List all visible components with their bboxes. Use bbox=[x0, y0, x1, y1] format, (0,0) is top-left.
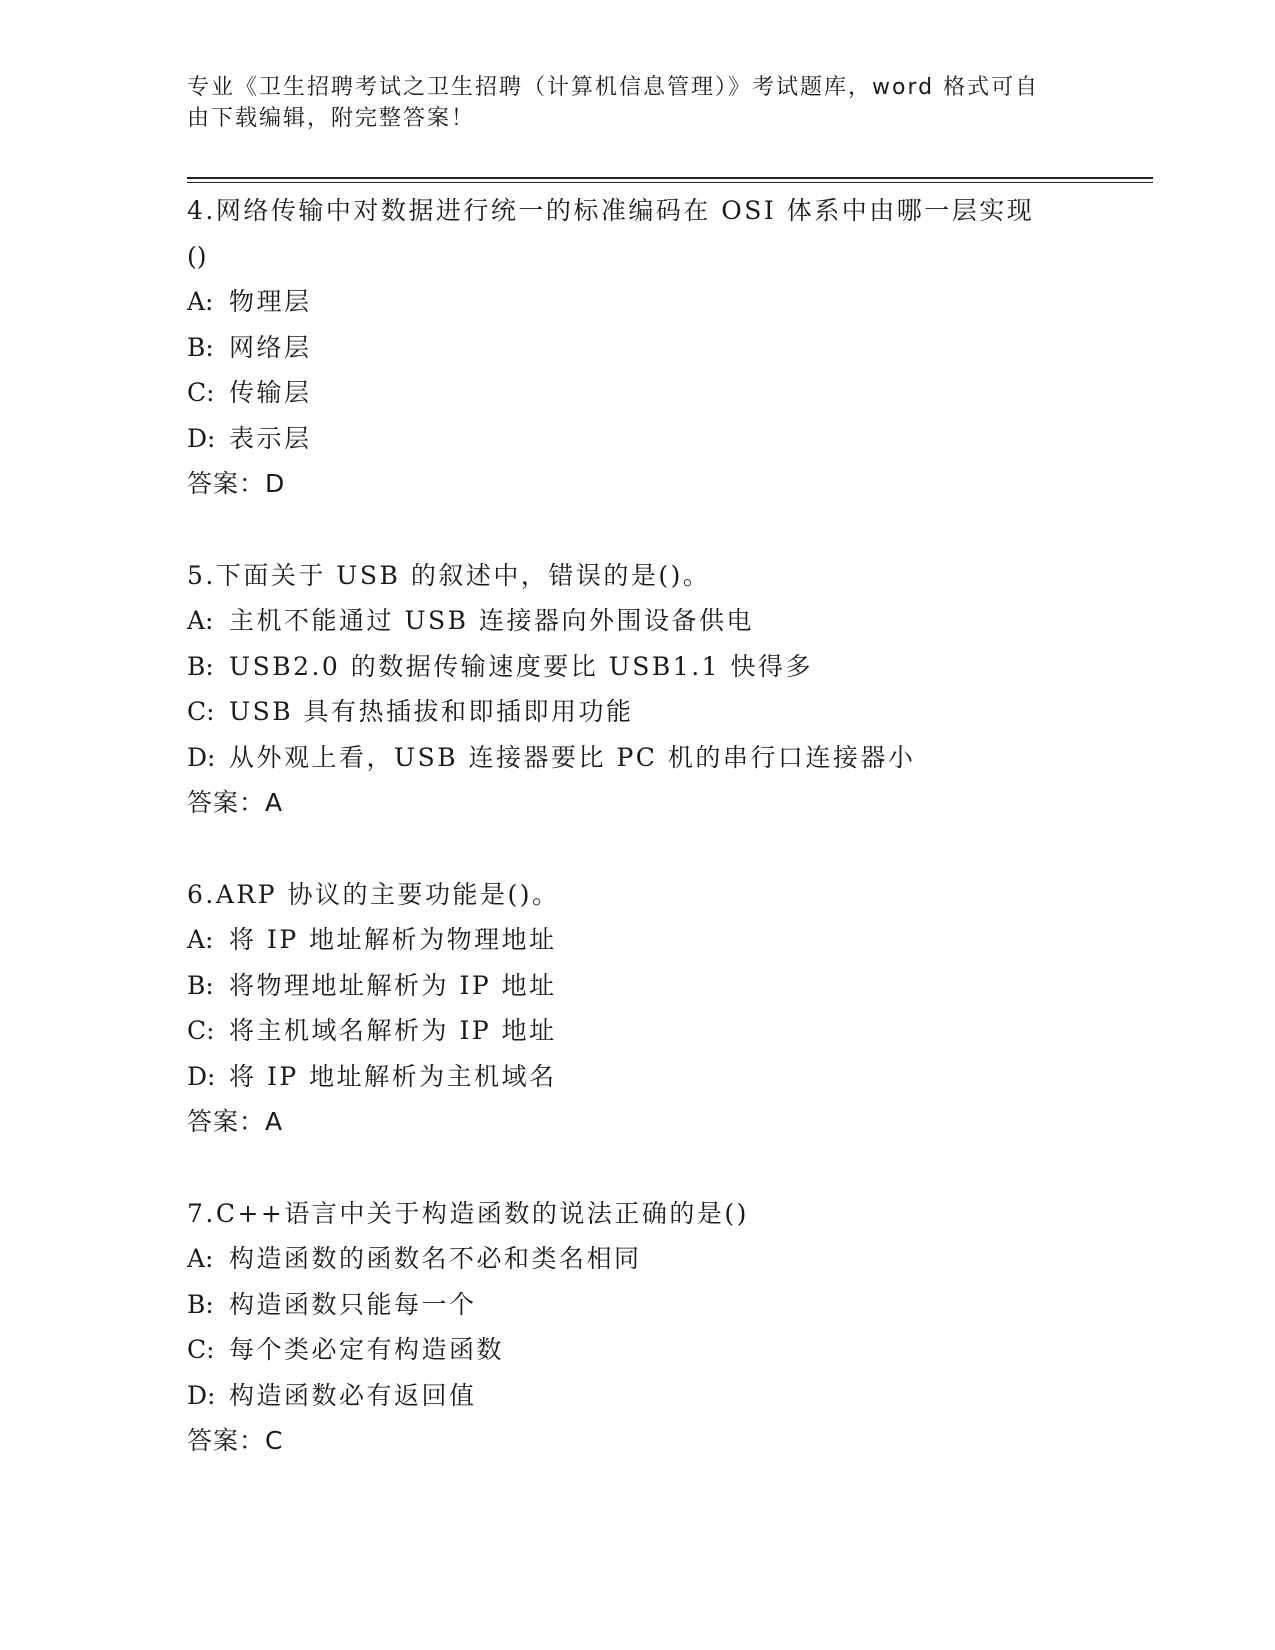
document-header bbox=[187, 72, 1087, 134]
option-d bbox=[187, 735, 1087, 781]
option-letter: A: bbox=[187, 925, 214, 954]
option-letter: B: bbox=[187, 1289, 214, 1319]
option-b bbox=[187, 963, 1087, 1009]
option-text: 将 IP 地址解析为主机域名 bbox=[229, 1061, 557, 1091]
option-text: 主机不能通过 USB 连接器向外围设备供电 bbox=[229, 606, 754, 635]
option-text: 构造函数必有返回值 bbox=[229, 1380, 477, 1410]
option-text: 网络层 bbox=[229, 332, 312, 362]
answer-line: 答案：A bbox=[187, 788, 284, 817]
option-text: 从外观上看，USB 连接器要比 PC 机的串行口连接器小 bbox=[229, 742, 916, 772]
option-a bbox=[187, 1236, 1087, 1282]
answer-line: 答案：A bbox=[187, 1107, 284, 1136]
option-text: 构造函数的函数名不必和类名相同 bbox=[229, 1244, 642, 1273]
option-letter: B: bbox=[187, 970, 214, 1000]
question-stem: 4.网络传输中对数据进行统一的标准编码在 OSI 体系中由哪一层实现 bbox=[187, 196, 1035, 225]
option-letter: D: bbox=[187, 742, 216, 772]
option-c bbox=[187, 1327, 1087, 1373]
answer-line: 答案：D bbox=[187, 469, 286, 498]
option-letter: D: bbox=[187, 1380, 216, 1410]
option-letter: D: bbox=[187, 423, 216, 453]
option-text: 将主机域名解析为 IP 地址 bbox=[229, 1016, 557, 1045]
option-b bbox=[187, 325, 1087, 371]
option-letter: C: bbox=[187, 1016, 215, 1045]
option-d bbox=[187, 416, 1087, 462]
question-6 bbox=[187, 872, 1087, 1145]
option-text: 将 IP 地址解析为物理地址 bbox=[229, 925, 557, 954]
option-letter: A: bbox=[187, 606, 214, 635]
question-stem-continuation: () bbox=[187, 241, 207, 271]
option-text: 每个类必定有构造函数 bbox=[229, 1335, 505, 1364]
option-text: 物理层 bbox=[229, 287, 312, 316]
option-a bbox=[187, 279, 1087, 325]
option-a bbox=[187, 598, 1087, 644]
option-text: USB2.0 的数据传输速度要比 USB1.1 快得多 bbox=[229, 651, 813, 681]
answer-line: 答案：C bbox=[187, 1426, 284, 1455]
option-text: USB 具有热插拔和即插即用功能 bbox=[229, 697, 634, 726]
option-d bbox=[187, 1373, 1087, 1419]
option-d bbox=[187, 1054, 1087, 1100]
option-letter: C: bbox=[187, 697, 215, 726]
option-letter: A: bbox=[187, 1244, 214, 1273]
question-5 bbox=[187, 553, 1087, 826]
option-text: 传输层 bbox=[229, 378, 312, 407]
option-text: 构造函数只能每一个 bbox=[229, 1289, 477, 1319]
option-text: 将物理地址解析为 IP 地址 bbox=[229, 970, 557, 1000]
option-letter: C: bbox=[187, 378, 215, 407]
option-a bbox=[187, 917, 1087, 963]
option-c bbox=[187, 370, 1087, 416]
option-letter: D: bbox=[187, 1061, 216, 1091]
option-b bbox=[187, 1282, 1087, 1328]
question-stem: 6.ARP 协议的主要功能是()。 bbox=[187, 879, 560, 909]
question-7 bbox=[187, 1191, 1087, 1464]
option-c bbox=[187, 1008, 1087, 1054]
option-letter: C: bbox=[187, 1335, 215, 1364]
header-divider-thin bbox=[187, 182, 1153, 183]
option-text: 表示层 bbox=[229, 423, 312, 453]
option-c bbox=[187, 689, 1087, 735]
option-letter: B: bbox=[187, 651, 214, 681]
option-letter: B: bbox=[187, 332, 214, 362]
question-list bbox=[187, 188, 1087, 1464]
option-letter: A: bbox=[187, 287, 214, 316]
question-stem: 5.下面关于 USB 的叙述中，错误的是()。 bbox=[187, 560, 711, 590]
header-divider-thick bbox=[187, 177, 1153, 179]
question-stem: 7.C++语言中关于构造函数的说法正确的是() bbox=[187, 1198, 749, 1228]
header-line-1: 专业《卫生招聘考试之卫生招聘（计算机信息管理）》考试题库，word 格式可自 bbox=[187, 75, 1040, 100]
option-b bbox=[187, 644, 1087, 690]
question-4 bbox=[187, 188, 1087, 507]
header-line-2: 由下载编辑，附完整答案！ bbox=[187, 106, 476, 131]
